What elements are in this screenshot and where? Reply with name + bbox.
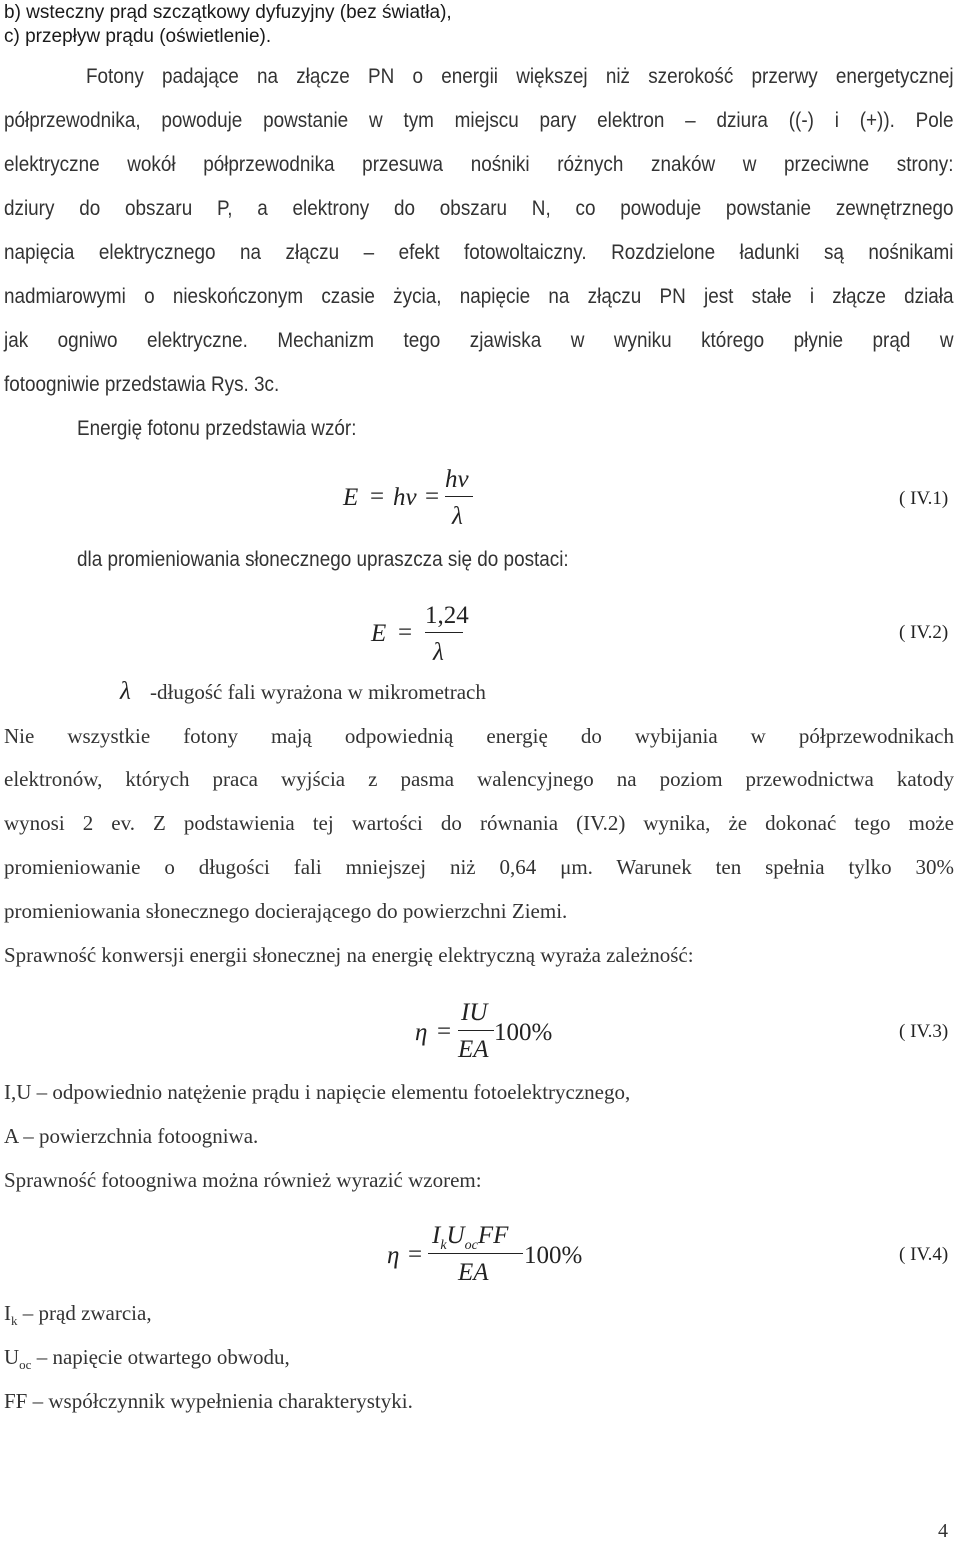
lambda-symbol: λ	[120, 678, 131, 705]
eq3-lhs: η	[415, 1019, 428, 1046]
eq2-denominator: λ	[433, 639, 444, 666]
text-line: promieniowania słonecznego docierającego do powierzchni Ziemi.	[4, 899, 568, 923]
eq1-lhs: E	[343, 484, 359, 511]
text-line: elektryczne wokół półprzewodnika przesuwa nośniki różnych znaków w przeciwne strony:	[4, 153, 954, 176]
efficiency-intro-2: Sprawność fotoogniwa można również wyrazić wzorem:	[4, 1168, 482, 1192]
caption-line-b: b) wsteczny prąd szczątkowy dyfuzyjny (bez światła),	[4, 2, 452, 23]
eq1-equals-2: =	[425, 483, 440, 510]
eq4-lhs: η	[387, 1242, 400, 1269]
text-line: nadmiarowymi o nieskończonym czasie życia, napięcie na złączu PN jest stałe i złącze działa	[4, 285, 954, 308]
lambda-definition: -długość fali wyrażona w mikrometrach	[150, 680, 486, 704]
text-line: Fotony padające na złącze PN o energii większej niż szerokość przerwy energetycznej	[86, 65, 954, 88]
text-line: półprzewodnika, powoduje powstanie w tym miejscu pary elektron – dziura ((-) i (+)). Pole	[4, 109, 954, 132]
eq4-factor: 100%	[524, 1242, 583, 1269]
eq1-denominator: λ	[452, 503, 463, 530]
efficiency-intro: Sprawność konwersji energii słonecznej na energię elektryczną wyraża zależność:	[4, 943, 694, 967]
eq4-numerator: $I_kU_{oc}FF$	[432, 1222, 509, 1253]
eq2-lhs: E	[371, 620, 387, 647]
definition-line: I,U – odpowiednio natężenie prądu i napięcie elementu fotoelektrycznego,	[4, 1080, 631, 1104]
eq3-label: ( IV.3)	[899, 1021, 949, 1042]
eq1-fraction-bar	[445, 496, 473, 497]
text-line: Nie wszystkie fotony mają odpowiednią energię do wybijania w półprzewodnikach	[4, 724, 954, 748]
definition-ff: FF – współczynnik wypełnienia charakterystyki.	[4, 1389, 413, 1413]
eq1-equals: =	[370, 483, 385, 510]
page-number: 4	[938, 1520, 948, 1542]
eq4-fraction-bar	[428, 1253, 523, 1254]
eq3-fraction-bar	[458, 1030, 494, 1031]
text-line: napięcia elektrycznego na złączu – efekt fotowoltaiczny. Rozdzielone ładunki są nośnikami	[4, 241, 954, 264]
eq2-label: ( IV.2)	[899, 622, 949, 643]
eq2-numerator: 1,24	[425, 602, 469, 629]
eq3-denominator: EA	[458, 1036, 489, 1063]
definition-line: A – powierzchnia fotoogniwa.	[4, 1124, 259, 1148]
eq4-denominator: EA	[458, 1259, 489, 1286]
text-line: fotoogniwie przedstawia Rys. 3c.	[4, 373, 280, 396]
eq4-label: ( IV.4)	[899, 1244, 949, 1265]
text-line: dziury do obszaru P, a elektrony do obszaru N, co powoduje powstanie zewnętrznego	[4, 197, 954, 220]
eq3-equals: =	[437, 1018, 452, 1045]
eq2-equals: =	[398, 619, 413, 646]
eq1-numerator: hν	[445, 466, 469, 493]
solar-intro: dla promieniowania słonecznego upraszcza się do postaci:	[77, 548, 569, 571]
eq3-numerator: IU	[461, 999, 488, 1026]
eq1-label: ( IV.1)	[899, 488, 949, 509]
text-line: promieniowanie o długości fali mniejszej niż 0,64 μm. Warunek ten spełnia tylko 30%	[4, 855, 954, 879]
caption-line-c: c) przepływ prądu (oświetlenie).	[4, 26, 272, 47]
definition-uoc: $U_{oc}$ – napięcie otwartego obwodu,	[4, 1345, 290, 1373]
text-line: wynosi 2 ev. Z podstawienia tej wartości do równania (IV.2) wynika, że dokonać tego może	[4, 811, 954, 835]
definition-ik: $I_k$ – prąd zwarcia,	[4, 1301, 152, 1329]
text-line: jak ogniwo elektryczne. Mechanizm tego zjawiska w wyniku którego płynie prąd w	[4, 329, 954, 352]
eq4-equals: =	[408, 1241, 423, 1268]
eq2-fraction-bar	[425, 632, 463, 633]
eq1-hv: hν	[393, 484, 417, 511]
text-line: elektronów, których praca wyjścia z pasma walencyjnego na poziom przewodnictwa katody	[4, 767, 954, 791]
energy-intro: Energię fotonu przedstawia wzór:	[77, 417, 357, 440]
eq3-factor: 100%	[494, 1019, 553, 1046]
